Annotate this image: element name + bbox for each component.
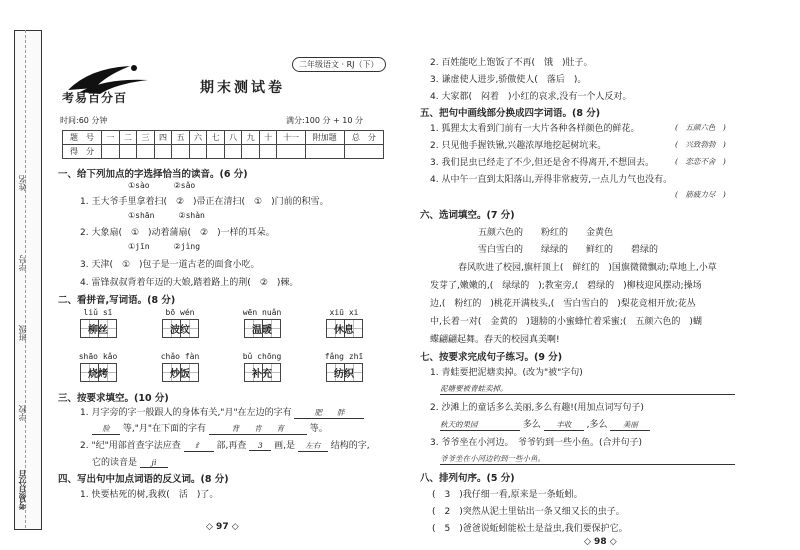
score-cell[interactable] xyxy=(259,145,277,159)
s4-question-2: 2. 百姓能吃上饱饭了不再( 饿 )肚子。 xyxy=(430,58,593,68)
grade-tag: 二年级语文 · RJ（下） xyxy=(292,57,386,72)
s3-q1-line2 xyxy=(92,421,328,435)
full-score: 满分:100 分 + 10 分 xyxy=(286,116,364,125)
pinyin-label: shāo kǎo xyxy=(78,352,118,361)
page-number-right: ◇ 98 ◇ xyxy=(584,537,617,547)
score-cell[interactable] xyxy=(189,145,207,159)
s1-question-1: 1. 王大爷手里拿着扫( ② )帚正在清扫( ① )门前的积雪。 xyxy=(80,197,329,207)
section-2-title: 二、看拼音,写词语。(8 分) xyxy=(58,295,176,306)
s8-item: ( 5 )爸爸说蚯蚓能松土是益虫,我们要保护它。 xyxy=(432,524,628,534)
section-7-title: 七、按要求完成句子练习。(9 分) xyxy=(420,352,563,363)
score-col: 七 xyxy=(207,131,225,145)
score-col: 附加题 xyxy=(305,131,344,145)
spine-label-name: 姓名 xyxy=(18,175,27,191)
written-word: 炒饭 xyxy=(170,369,190,380)
score-col: 十 xyxy=(259,131,277,145)
score-cell[interactable] xyxy=(224,145,242,159)
s6-passage-line-2: 发芽了,嫩嫩的,( 绿绿的 );教室旁,( 碧绿的 )柳枝迎风摆动;操场 xyxy=(430,281,702,291)
score-col: 三 xyxy=(137,131,155,145)
written-word: 休息 xyxy=(334,325,354,336)
s4-question-4: 4. 大家都( 闷着 )小红的哀求,没有一个人反对。 xyxy=(430,92,632,102)
score-col: 五 xyxy=(172,131,190,145)
s3-q2-line2 xyxy=(92,455,168,468)
written-word: 温暖 xyxy=(252,325,272,336)
pinyin-label: wēn nuǎn xyxy=(242,308,282,317)
s1-options-1: ①sào ②sǎo xyxy=(128,181,196,190)
score-col: 八 xyxy=(224,131,242,145)
s5-answer-1[interactable]: ( 五颜六色 ) xyxy=(675,123,726,132)
written-word: 烧烤 xyxy=(88,369,108,380)
s3-q2-line1 xyxy=(80,438,370,452)
s8-item: ( 2 )突然从泥土里钻出一条又细又长的虫子。 xyxy=(432,507,625,517)
s6-passage-line-4: 中,长着一对( 金黄的 )翅膀的小蜜蜂忙着采蜜;( 五颜六色的 )蝴 xyxy=(430,317,702,327)
s3-q2-text-e: 它的读音是 xyxy=(92,458,138,468)
s4-question-3: 3. 谦虚使人进步,骄傲使人( 落后 )。 xyxy=(430,75,587,85)
s1-options-2: ①shān ②shàn xyxy=(128,211,205,220)
s5-answer-4[interactable]: ( 筋疲力尽 ) xyxy=(675,190,726,199)
s5-question-3: 3. 我们昆虫已经走了不少,但还是舍不得离开,不想回去。 xyxy=(430,158,655,168)
score-table-score-row xyxy=(63,145,384,159)
score-cell[interactable] xyxy=(305,145,344,159)
s7-answer-2-word-b: ,多么 xyxy=(586,420,608,430)
s1-question-4: 4. 雷锋叔叔背着年迈的大娘,踏着路上的荆( ② )棘。 xyxy=(80,278,299,288)
s3-q2-text-b: 部,再查 xyxy=(216,441,247,451)
s7-answer-2-subject[interactable]: 秋天的果园 xyxy=(440,419,520,431)
score-row-label: 得 分 xyxy=(63,145,102,159)
s3-q1-answer-left[interactable]: 肥 胖 xyxy=(294,407,364,419)
score-col: 二 xyxy=(119,131,137,145)
s3-q2-text-a: 2. "纪"用部首查字法应查 xyxy=(80,441,181,451)
s7-question-3: 3. 爷爷坐在小河边。 爷爷钓到一些小鱼。(合并句子) xyxy=(430,438,642,448)
spine-brand: 考易百分百 xyxy=(18,470,27,510)
s6-passage-line-5: 蝶翩翩起舞。春天的校园真美啊! xyxy=(430,335,560,345)
section-4-title: 四、写出句中加点词语的反义词。(8 分) xyxy=(58,474,229,485)
s6-passage-line-1: 春风吹进了校园,旗杆顶上( 鲜红的 )国旗微微飘动;草地上,小草 xyxy=(458,263,717,273)
written-word: 波纹 xyxy=(170,325,190,336)
page-number-left: ◇ 97 ◇ xyxy=(206,522,239,532)
spine-label-number: 学号 xyxy=(18,255,27,271)
score-cell[interactable] xyxy=(119,145,137,159)
s3-q1-text-end: 等。 xyxy=(309,424,328,434)
s7-answer-2-adj-1[interactable]: 丰收 xyxy=(544,419,584,431)
s3-q2-answer-radical[interactable]: 纟 xyxy=(184,440,214,452)
score-cell[interactable] xyxy=(207,145,225,159)
s3-q2-text-c: 画,是 xyxy=(274,441,295,451)
pinyin-label: bǔ chōng xyxy=(242,352,282,361)
s6-passage-line-3: 边,( 粉红的 )桃花开满枝头,( 雪白雪白的 )梨花竞相开放;花丛 xyxy=(430,299,696,309)
spine-label-class: 班级 xyxy=(18,325,27,341)
pinyin-label: fǎng zhī xyxy=(324,352,364,361)
score-cell[interactable] xyxy=(242,145,260,159)
s3-q1-answer-bottom[interactable]: 背 肯 育 xyxy=(209,423,307,435)
s7-answer-2-adj-2[interactable]: 美丽 xyxy=(610,419,650,431)
section-8-title: 八、排列句序。(5 分) xyxy=(420,473,515,484)
written-word: 补充 xyxy=(252,369,272,380)
pinyin-label: chǎo fàn xyxy=(160,352,200,361)
score-cell[interactable] xyxy=(137,145,155,159)
written-word: 纺织 xyxy=(334,369,354,380)
s6-word-bank-1: 五颜六色的 粉红的 金黄色 xyxy=(478,228,614,238)
s5-answer-3[interactable]: ( 恋恋不舍 ) xyxy=(675,157,726,166)
s7-answer-3[interactable]: 爷爷坐在小河边钓到一些小鱼。 xyxy=(440,453,735,465)
section-6-title: 六、选词填空。(7 分) xyxy=(420,210,515,221)
spine-cut-line xyxy=(25,30,27,528)
brand-name: 考易百分百 xyxy=(62,91,128,105)
time-limit: 时间:60 分钟 xyxy=(60,116,108,125)
s7-question-1: 1. 青蛙要把泥塘卖掉。(改为"被"字句) xyxy=(430,368,583,378)
section-3-title: 三、按要求填空。(10 分) xyxy=(58,393,169,404)
s3-q1-answer-left-2[interactable]: 脸 xyxy=(92,423,120,435)
s3-q1-line1 xyxy=(80,405,364,419)
s1-question-2: 2. 大象扇( ① )动着蒲扇( ② )一样的耳朵。 xyxy=(80,228,275,238)
score-cell[interactable] xyxy=(344,145,383,159)
s5-answer-2[interactable]: ( 兴致勃勃 ) xyxy=(675,140,726,149)
s5-question-2: 2. 只见他手握铁锹,兴趣浓厚地挖起树坑来。 xyxy=(430,141,607,151)
score-cell[interactable] xyxy=(172,145,190,159)
score-col: 十一 xyxy=(277,131,305,145)
s8-item: ( 3 )我仔细一看,原来是一条蚯蚓。 xyxy=(432,490,583,500)
s1-options-3: ①jīn ②jìng xyxy=(128,242,201,251)
page-title: 期末测试卷 xyxy=(200,80,285,96)
written-word: 柳丝 xyxy=(88,325,108,336)
s3-q2-answer-strokes[interactable]: 3 xyxy=(249,441,271,451)
spine-label-school: 学校 xyxy=(18,405,27,421)
s7-answer-2-word-a: 多么 xyxy=(522,420,541,430)
score-col: 四 xyxy=(154,131,172,145)
s3-q2-text-d: 结构的字, xyxy=(330,441,370,451)
pinyin-label: bō wén xyxy=(165,308,195,317)
s1-question-3: 3. 天津( ① )包子是一道古老的面食小吃。 xyxy=(80,260,260,270)
s3-q1-text-a: 1. 月字旁的字一般跟人的身体有关,"月"在左边的字有 xyxy=(80,408,292,418)
s6-word-bank-2: 雪白雪白的 绿绿的 鲜红的 碧绿的 xyxy=(478,245,659,255)
score-col: 题 号 xyxy=(63,131,102,145)
score-cell[interactable] xyxy=(102,145,120,159)
s3-q2-answer-pinyin[interactable]: jì xyxy=(140,458,168,468)
score-col: 九 xyxy=(242,131,260,145)
score-col: 总 分 xyxy=(344,131,383,145)
section-5-title: 五、把句中画线部分换成四字词语。(8 分) xyxy=(420,108,601,119)
s3-q1-text-b: 等,"月"在下面的字有 xyxy=(122,424,207,434)
pinyin-label: liǔ sī xyxy=(83,308,113,317)
s4-question-1: 1. 快要枯死的树,我救( 活 )了。 xyxy=(80,490,219,500)
section-1-title: 一、给下列加点的字选择恰当的读音。(6 分) xyxy=(58,169,248,180)
score-cell[interactable] xyxy=(277,145,305,159)
score-table xyxy=(62,130,384,159)
s5-question-1: 1. 狐狸太太看到门前有一大片各种各样颜色的鲜花。 xyxy=(430,124,640,134)
pinyin-label: xiū xi xyxy=(329,308,359,317)
score-col: 一 xyxy=(102,131,120,145)
score-table-header-row xyxy=(63,131,384,145)
s7-answer-1[interactable]: 泥塘要被青蛙卖掉。 xyxy=(440,383,735,395)
s3-q2-answer-structure[interactable]: 左右 xyxy=(298,440,328,452)
s7-answer-2-line xyxy=(440,417,650,431)
s5-question-4: 4. 从中午一直到太阳落山,弄得非常疲劳,一点儿力气也没有。 xyxy=(430,175,673,185)
binding-spine xyxy=(14,30,42,530)
score-col: 六 xyxy=(189,131,207,145)
score-cell[interactable] xyxy=(154,145,172,159)
s7-question-2: 2. 沙滩上的童话多么美丽,多么有趣!(用加点词写句子) xyxy=(430,403,644,413)
